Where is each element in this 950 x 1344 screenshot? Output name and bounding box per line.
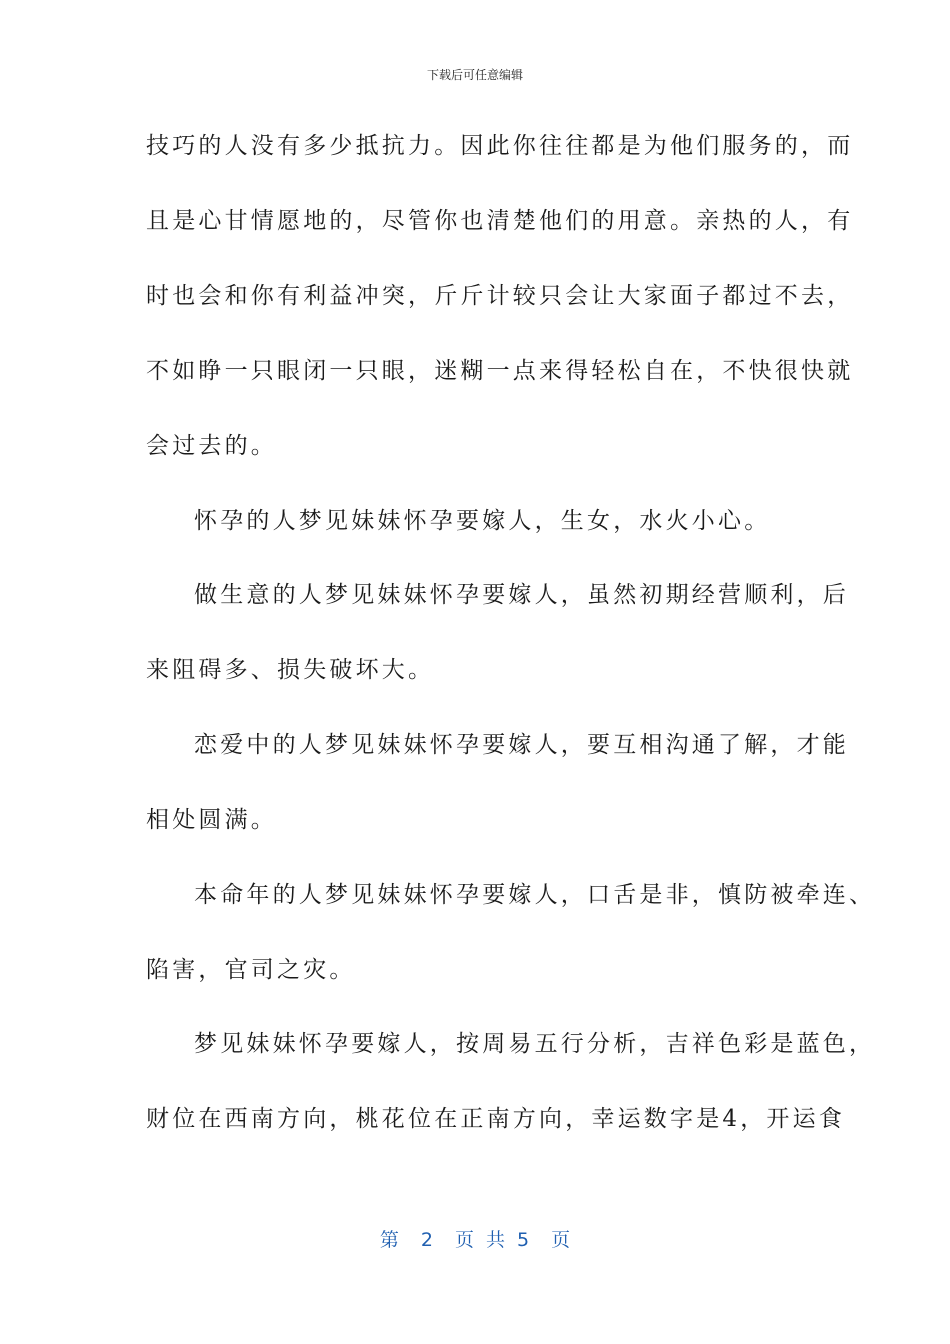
footer-ye-2: 页 <box>551 1229 571 1251</box>
page-header: 下载后可任意编辑 <box>426 68 523 82</box>
body-line-3: 时也会和你有利益冲突，斤斤计较只会让大家面子都过不去， <box>146 283 854 309</box>
paragraph-fengshui-line-1: 梦见妹妹怀孕要嫁人，按周易五行分析，吉祥色彩是蓝色， <box>194 1031 876 1057</box>
footer-di: 第 <box>379 1229 399 1251</box>
page-footer <box>0 1225 950 1252</box>
footer-total-pages: 5 <box>517 1229 530 1251</box>
paragraph-pregnant: 怀孕的人梦见妹妹怀孕要嫁人，生女，水火小心。 <box>194 508 771 534</box>
body-line-5: 会过去的。 <box>146 433 277 459</box>
paragraph-love-line-1: 恋爱中的人梦见妹妹怀孕要嫁人，要互相沟通了解，才能 <box>194 732 849 758</box>
paragraph-fengshui-line-2: 财位在西南方向，桃花位在正南方向，幸运数字是4，开运食 <box>146 1106 846 1132</box>
body-line-2: 且是心甘情愿地的，尽管你也清楚他们的用意。亲热的人，有 <box>146 208 854 234</box>
paragraph-zodiac-line-2: 陷害，官司之灾。 <box>146 957 356 983</box>
paragraph-zodiac-line-1: 本命年的人梦见妹妹怀孕要嫁人，口舌是非，慎防被牵连、 <box>194 882 876 908</box>
footer-ye: 页 <box>454 1229 474 1251</box>
footer-page-number: 2 <box>420 1229 433 1251</box>
paragraph-business-line-2: 来阻碍多、损失破坏大。 <box>146 657 435 683</box>
body-line-4: 不如睁一只眼闭一只眼，迷糊一点来得轻松自在，不快很快就 <box>146 358 854 384</box>
paragraph-business-line-1: 做生意的人梦见妹妹怀孕要嫁人，虽然初期经营顺利，后 <box>194 582 849 608</box>
footer-gong: 共 <box>486 1229 506 1251</box>
body-line-1: 技巧的人没有多少抵抗力。因此你往往都是为他们服务的，而 <box>146 133 854 159</box>
paragraph-love-line-2: 相处圆满。 <box>146 807 277 833</box>
